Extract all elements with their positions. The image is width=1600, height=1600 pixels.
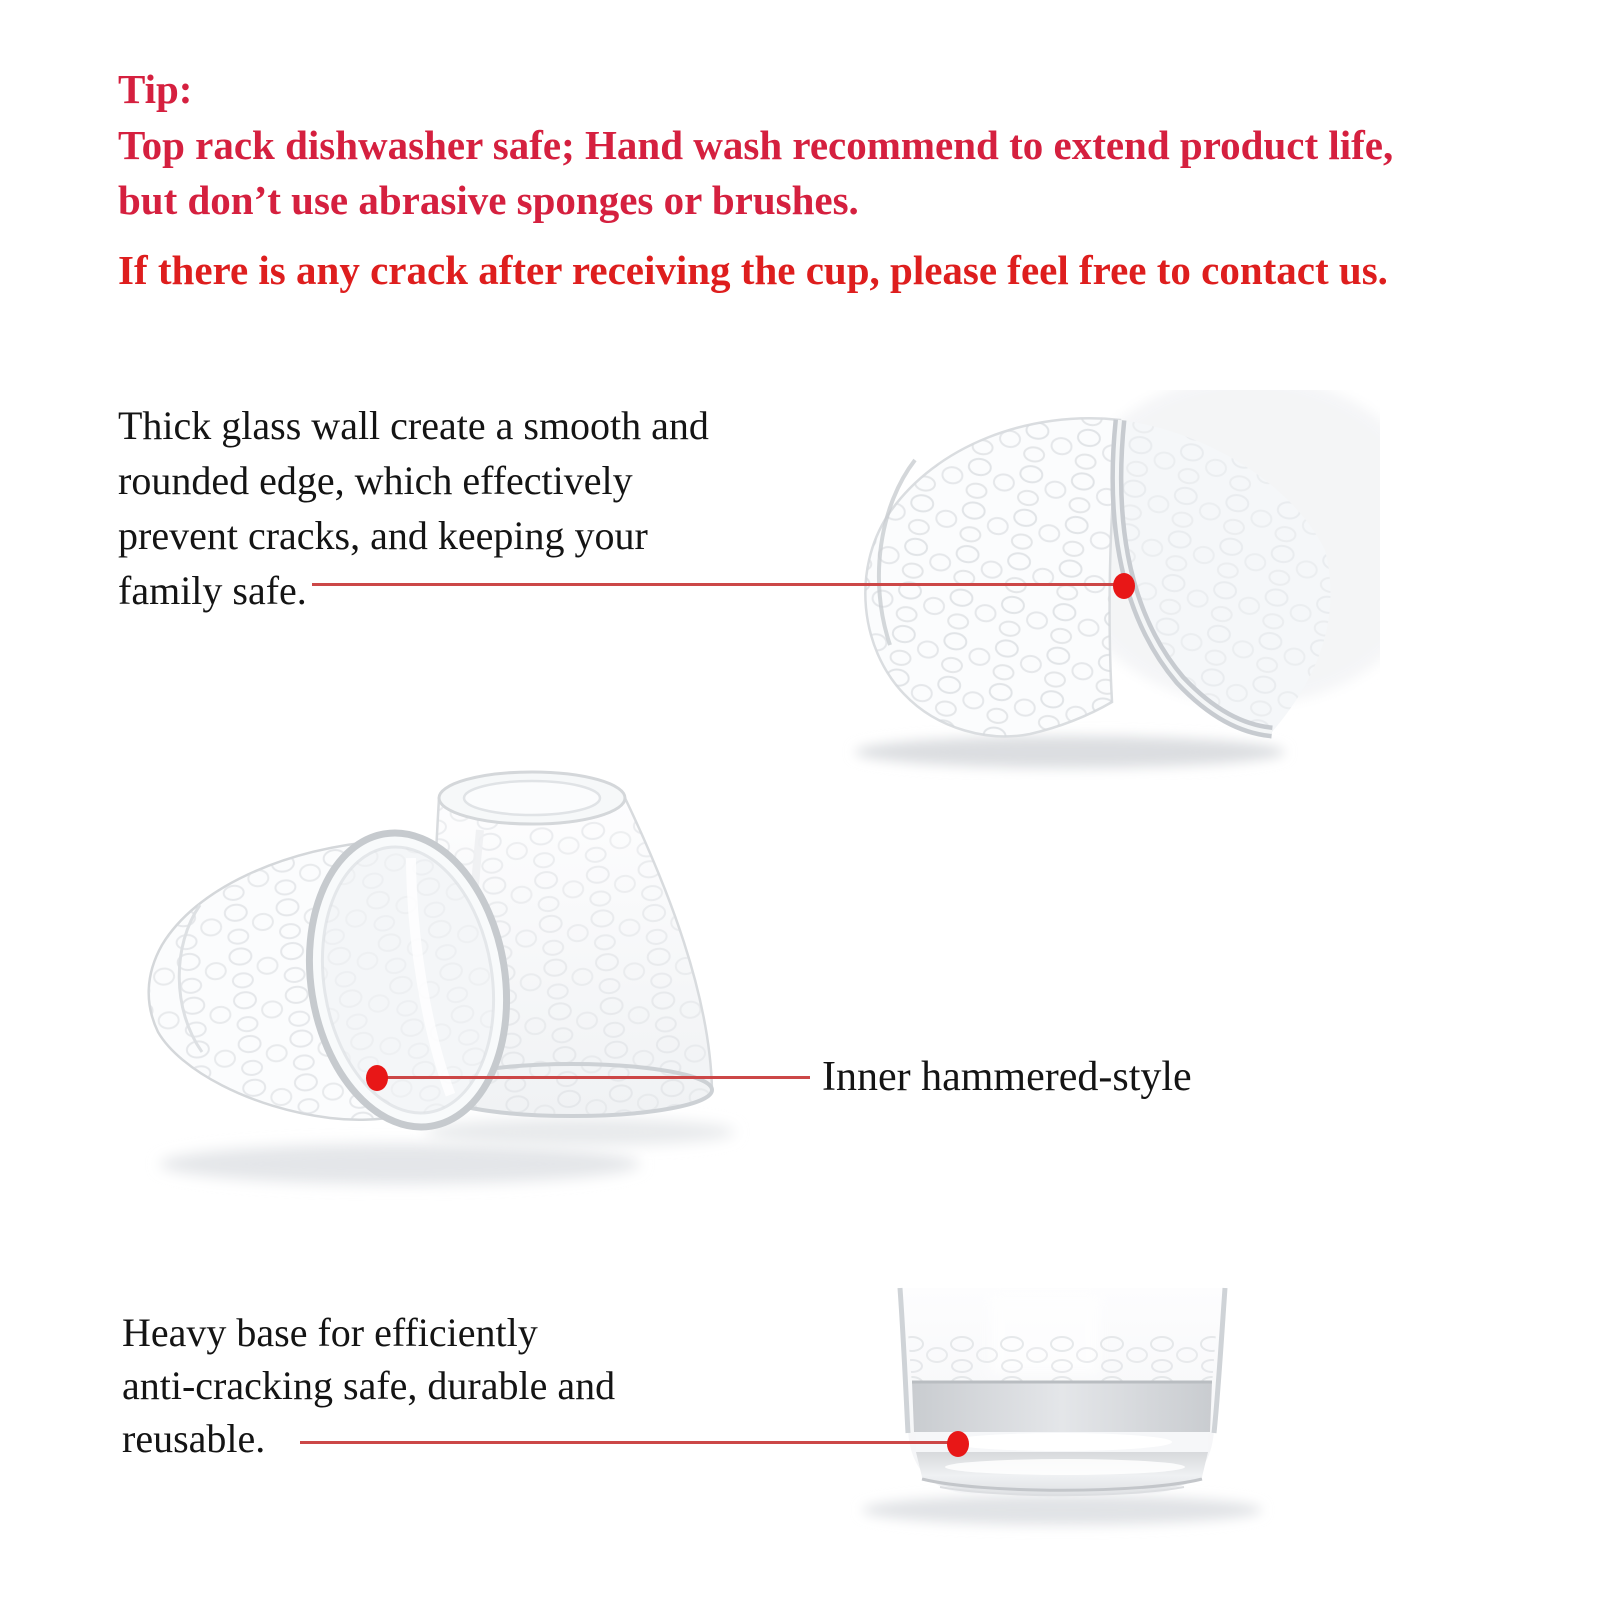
thick-wall-callout-dot bbox=[1113, 573, 1135, 599]
two-glasses-photo bbox=[100, 740, 820, 1240]
inner-hammered-callout-dot bbox=[366, 1065, 388, 1091]
thick-wall-feature-text: Thick glass wall create a smooth and rounded edge, which effectively prevent cracks, and keeping your family safe. bbox=[118, 403, 709, 613]
crack-note: If there is any crack after receiving the cup, please feel free to contact us. bbox=[118, 247, 1388, 293]
tip-note: Top rack dishwasher safe; Hand wash recommend to extend product life, but don’t use abrasive sponges or brushes. bbox=[118, 122, 1394, 223]
thick-wall-callout-line bbox=[312, 583, 1124, 586]
tip-heading: Tip: bbox=[118, 66, 193, 112]
inner-hammered-label: Inner hammered-style bbox=[822, 1054, 1192, 1100]
heavy-base-callout-dot bbox=[947, 1431, 969, 1457]
glass-base-photo bbox=[850, 1255, 1350, 1600]
heavy-base-callout-line bbox=[300, 1441, 958, 1444]
heavy-base-feature-text: Heavy base for efficiently anti-cracking safe, durable and reusable. bbox=[122, 1310, 616, 1461]
inner-hammered-callout-line bbox=[377, 1076, 810, 1079]
